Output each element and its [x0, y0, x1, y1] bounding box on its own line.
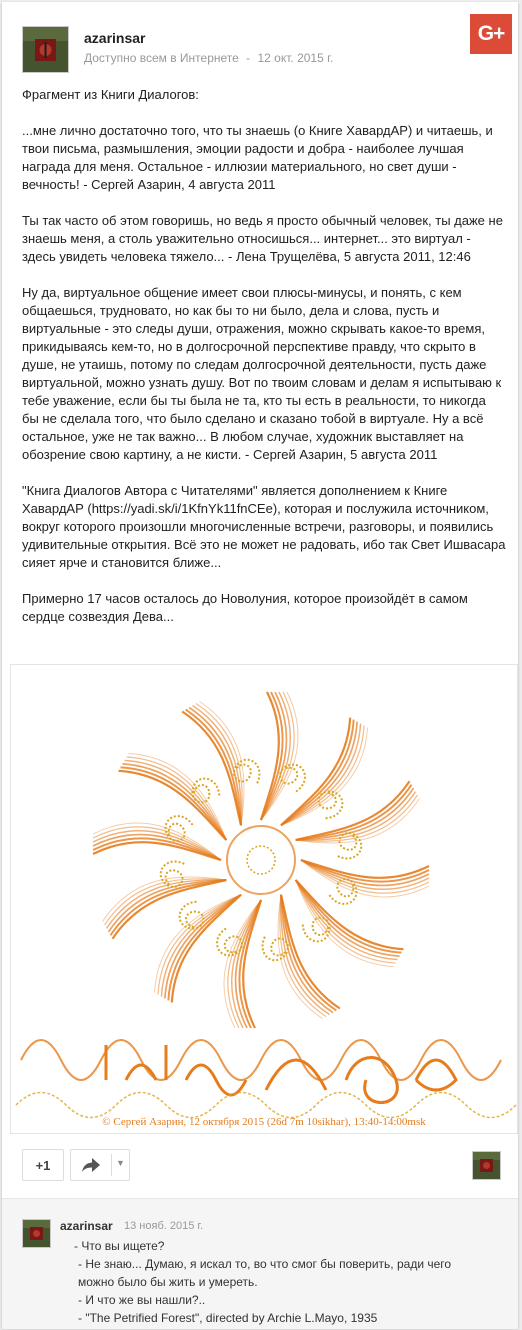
mandala-spiral	[277, 762, 308, 794]
post-paragraph: ...мне лично достаточно того, что ты знаешь (о Книге ХавардАР) и читаешь, и твои письма, размышления, эмоции радости и добра - наиболее лучшая награда для меня. Остальное - иллюзии материального, но свет души - вечность! - Сергей Азарин, 4 августа 2011	[22, 123, 493, 192]
avatar-icon	[473, 1152, 500, 1179]
mandala-petal	[249, 895, 345, 1024]
share-arrow-icon	[81, 1156, 101, 1174]
mandala-core-ring	[227, 826, 295, 894]
post-meta	[84, 51, 333, 65]
comment-avatar[interactable]	[22, 1219, 51, 1248]
share-divider	[111, 1154, 112, 1176]
petal-stroke	[105, 861, 227, 944]
avatar-icon	[23, 1220, 50, 1247]
post-paragraph: Ну да, виртуальное общение имеет свои плюсы-минусы, и понять, с кем общаешься, трудновато, но как бы то ни было, дела и слова, пусть и виртуальные - это следы души, отражения, можно скрывать какое-то время, прикидываясь кем-то, но в долгосрочной перспективе правду, что скрыто в душе, не утаишь, потому по следам долгосрочной деятельности, пусть даже виртуальной, можно узнать душу. Вот по твоим словам и делам я испытываю к тебе уважение, если бы ты была не та, кто ты есть в реальности, то никогда бы не сделала того, что было сделано и сказано тобой в виртуале. Ну а всё остальное, уже не так важно... В любом случае, художник выставляет на обозрение свою картину, а не кисти. - Сергей Азарин, 5 августа 2011	[22, 285, 502, 462]
mandala-petal	[224, 900, 261, 1028]
post-paragraph: "Книга Диалогов Автора с Читателями" является дополнением к Книге ХавардАР (https://yadi.sk/i/1KfnYk11fnCEe), которая и послужила источником, вокруг которого произошли многочисленные встречи, разговоры, и появились удивительные открытия. Всё это не может не радовать, ибо так Свет Ишвасара сияет ярче и становится ближе...	[22, 483, 506, 570]
comment-line: можно было бы жить и умереть.	[78, 1275, 258, 1289]
petal-stroke	[97, 848, 226, 944]
script-glyphs	[106, 1045, 456, 1103]
comment-line: - "The Petrified Forest", directed by Archie L.Mayo, 1935	[78, 1311, 378, 1325]
meta-separator: -	[246, 51, 251, 65]
spiral-stroke	[277, 762, 308, 794]
mandala-petal	[261, 692, 298, 820]
petal-stroke	[103, 858, 227, 944]
mandala-petal	[93, 823, 221, 860]
petal-stroke	[177, 702, 263, 826]
dropdown-caret-icon[interactable]: ▼	[116, 1158, 125, 1168]
plus-one-button[interactable]: +1	[22, 1149, 64, 1181]
comment-line: - Что вы ищете?	[74, 1239, 165, 1253]
spiral-stroke	[163, 813, 195, 844]
mandala-petal	[177, 696, 273, 825]
post-body	[22, 86, 506, 644]
post-artwork[interactable]	[10, 664, 518, 1134]
mandala-petal	[97, 848, 226, 944]
post-paragraph: Примерно 17 часов осталось до Новолуния, которое произойдёт в самом сердце созвездия Дева...	[22, 591, 468, 624]
post-paragraph: Ты так часто об этом говоришь, но ведь я просто обычный человек, ты даже не знаешь меня, а столь уважительно относишься... интернет... это виртуал - здесь увидеть человека тяжело... - Лена Трущелёва, 5 августа 2011, 12:46	[22, 213, 503, 264]
spiral-stroke	[328, 876, 360, 907]
author-avatar[interactable]	[22, 26, 69, 73]
post-card	[2, 2, 518, 1328]
post-paragraph: Фрагмент из Книги Диалогов:	[22, 87, 199, 102]
mandala-artwork	[11, 665, 517, 1133]
gplus-badge[interactable]: G+	[470, 14, 512, 54]
post-visibility: Доступно всем в Интернете	[84, 51, 239, 65]
petal-stroke	[296, 776, 425, 872]
mandala-core	[247, 846, 275, 874]
mandala-spiral	[163, 813, 195, 844]
spiral-stroke	[214, 927, 245, 959]
comment-date[interactable]: 13 нояб. 2015 г.	[124, 1220, 204, 1232]
comment-author[interactable]: azarinsar	[60, 1219, 113, 1233]
comments-section	[2, 1198, 518, 1329]
avatar-icon	[23, 27, 68, 72]
petal-stroke	[296, 776, 420, 862]
viewer-avatar[interactable]	[472, 1151, 501, 1180]
petal-stroke	[259, 895, 345, 1019]
comment-text	[60, 1237, 500, 1327]
mandala-petal	[301, 860, 429, 897]
script-border-bottom	[16, 1093, 516, 1118]
post-author[interactable]: azarinsar	[84, 30, 146, 46]
petal-stroke	[177, 704, 260, 826]
mandala-spiral	[328, 876, 360, 907]
comment-line: - Не знаю... Думаю, я искал то, во что смог бы поверить, ради чего	[78, 1257, 452, 1271]
action-bar	[2, 1142, 518, 1190]
artwork-caption: © Сергей Азарин, 12 октября 2015 (26d 7m 10sikhar), 13:40-14:00msk	[102, 1116, 426, 1128]
mandala-spiral	[214, 927, 245, 959]
share-button[interactable]	[70, 1149, 130, 1181]
petal-stroke	[296, 776, 418, 859]
petal-stroke	[262, 895, 345, 1017]
comment-line: - И что же вы нашли?..	[78, 1293, 206, 1307]
mandala-petal	[296, 776, 425, 872]
script-border-top	[21, 1040, 501, 1080]
petal-stroke	[249, 895, 345, 1024]
petal-stroke	[177, 696, 273, 825]
post-date[interactable]: 12 окт. 2015 г.	[257, 51, 334, 65]
